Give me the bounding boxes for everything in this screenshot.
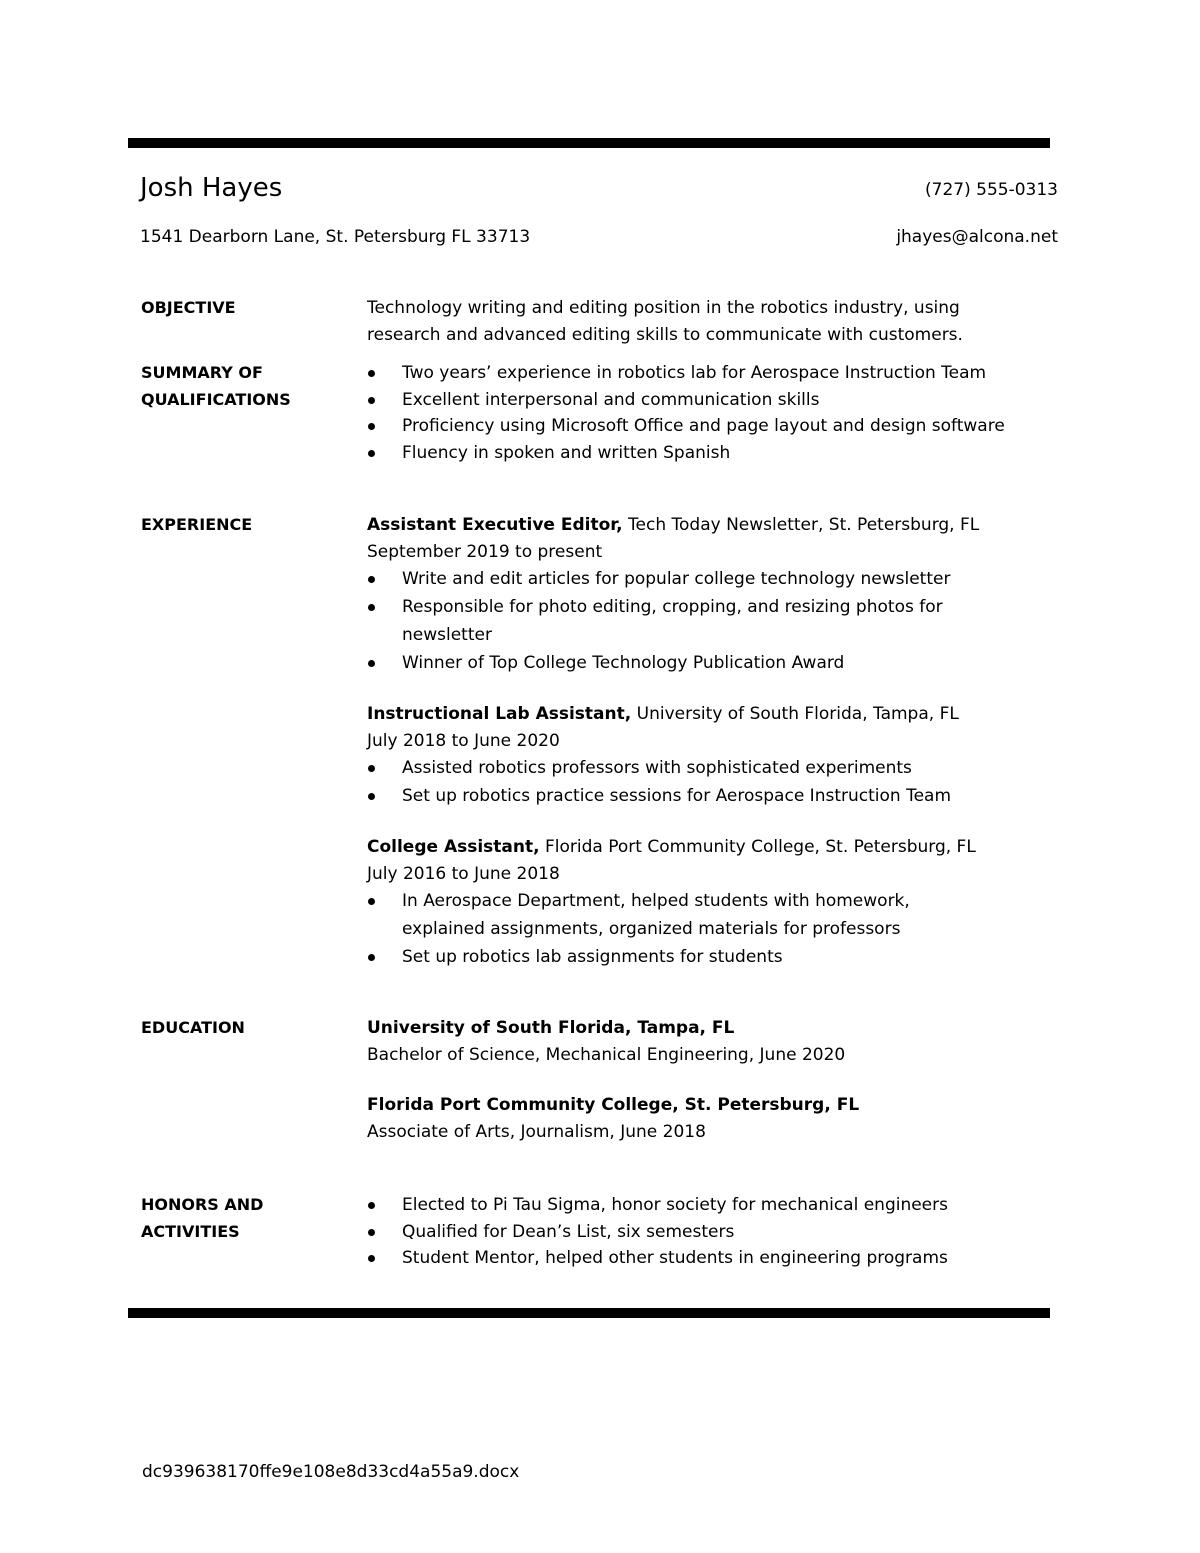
- school-degree: Associate of Arts, Journalism, June 2018: [367, 1121, 706, 1142]
- objective-text: Technology writing and editing position in the robotics industry, using research and advanced editing skills to communicate with customers.: [367, 298, 963, 345]
- objective-label: OBJECTIVE: [141, 298, 236, 317]
- spacer: [367, 810, 987, 834]
- phone-number: (727) 555-0313: [925, 180, 1058, 200]
- email-address: jhayes@alcona.net: [896, 227, 1058, 247]
- school-entry: [367, 1015, 1057, 1068]
- education-label: EDUCATION: [141, 1018, 245, 1037]
- list-item: Two years’ experience in robotics lab for Aerospace Instruction Team: [367, 360, 1057, 387]
- job-heading: [367, 701, 987, 728]
- job-bullets: [367, 565, 987, 677]
- experience-label: EXPERIENCE: [141, 515, 253, 534]
- job-heading: [367, 512, 987, 539]
- list-item: Write and edit articles for popular college technology newsletter: [367, 565, 987, 593]
- summary-label: [141, 360, 341, 413]
- job-org: Tech Today Newsletter, St. Petersburg, FL: [622, 515, 980, 535]
- list-item: Assisted robotics professors with sophisticated experiments: [367, 754, 987, 782]
- job-dates: September 2019 to present: [367, 541, 603, 562]
- top-divider: [128, 138, 1050, 148]
- job-entry: [367, 834, 987, 971]
- spacer: [367, 1068, 1057, 1092]
- street-address: 1541 Dearborn Lane, St. Petersburg FL 33713: [140, 227, 531, 247]
- honors-label: [141, 1192, 341, 1245]
- job-entry: [367, 512, 987, 677]
- list-item: Responsible for photo editing, cropping, and resizing photos for newsletter: [367, 593, 987, 649]
- school-degree: Bachelor of Science, Mechanical Engineering, June 2020: [367, 1044, 846, 1065]
- list-item: Excellent interpersonal and communication skills: [367, 387, 1057, 414]
- job-dates: July 2016 to June 2018: [367, 863, 560, 884]
- list-item: Student Mentor, helped other students in engineering programs: [367, 1245, 1057, 1272]
- job-bullets: [367, 887, 987, 971]
- school-name: University of South Florida, Tampa, FL: [367, 1018, 735, 1038]
- list-item: Winner of Top College Technology Publication Award: [367, 649, 987, 677]
- job-title: Assistant Executive Editor,: [367, 515, 623, 535]
- job-heading: [367, 834, 987, 861]
- honors-label-line2: ACTIVITIES: [141, 1221, 240, 1241]
- job-org: Florida Port Community College, St. Petersburg, FL: [539, 837, 976, 857]
- list-item: In Aerospace Department, helped students with homework, explained assignments, organized materials for professors: [367, 887, 987, 943]
- bottom-divider: [128, 1308, 1050, 1318]
- job-dates: July 2018 to June 2020: [367, 730, 560, 751]
- honors-section: [367, 1192, 1057, 1272]
- objective-section: [367, 295, 1007, 348]
- list-item: Fluency in spoken and written Spanish: [367, 440, 1057, 467]
- candidate-name: Josh Hayes: [140, 173, 283, 203]
- education-section: [367, 1015, 1057, 1145]
- school-name: Florida Port Community College, St. Petersburg, FL: [367, 1095, 860, 1115]
- list-item: Elected to Pi Tau Sigma, honor society for mechanical engineers: [367, 1192, 1057, 1219]
- list-item: Set up robotics practice sessions for Aerospace Instruction Team: [367, 782, 987, 810]
- list-item: Proficiency using Microsoft Office and page layout and design software: [367, 413, 1057, 440]
- list-item: Qualified for Dean’s List, six semesters: [367, 1219, 1057, 1246]
- school-entry: [367, 1092, 1057, 1145]
- spacer: [367, 677, 987, 701]
- summary-label-line2: QUALIFICATIONS: [141, 389, 291, 409]
- job-bullets: [367, 754, 987, 810]
- job-title: College Assistant,: [367, 837, 540, 857]
- summary-label-line1: SUMMARY OF: [141, 363, 263, 382]
- job-title: Instructional Lab Assistant,: [367, 704, 632, 724]
- list-item: Set up robotics lab assignments for students: [367, 943, 987, 971]
- summary-list: [367, 360, 1057, 466]
- experience-section: [367, 512, 987, 971]
- summary-section: [367, 360, 1057, 466]
- job-org: University of South Florida, Tampa, FL: [631, 704, 959, 724]
- job-entry: [367, 701, 987, 810]
- honors-label-line1: HONORS AND: [141, 1195, 264, 1214]
- honors-list: [367, 1192, 1057, 1272]
- document-filename: dc939638170ffe9e108e8d33cd4a55a9.docx: [142, 1462, 520, 1482]
